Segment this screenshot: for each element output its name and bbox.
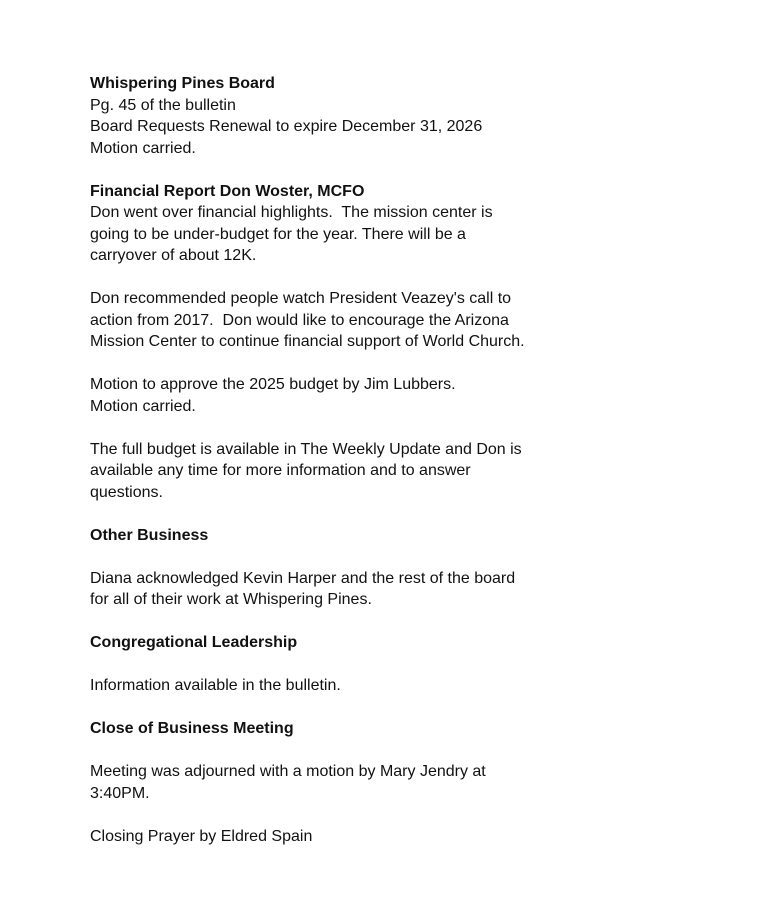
text-line: 3:40PM. (90, 784, 150, 802)
document-page (90, 73, 730, 847)
paragraph (90, 374, 730, 417)
text-line: Motion carried. (90, 139, 196, 157)
text-line: going to be under-budget for the year. There will be a (90, 225, 466, 243)
text-line: for all of their work at Whispering Pines. (90, 591, 372, 608)
section-heading: Congregational Leadership (90, 634, 298, 651)
text-line: Diana acknowledged Kevin Harper and the rest of the board (90, 569, 516, 587)
paragraph-gap (90, 353, 730, 375)
section-heading: Close of Business Meeting (90, 720, 294, 737)
text-line: Pg. 45 of the bulletin (90, 96, 236, 114)
section-whispering-pines (90, 73, 730, 159)
section-heading: Financial Report Don Woster, MCFO (90, 182, 365, 200)
paragraph-gap (90, 267, 730, 289)
section-close-of-business (90, 718, 730, 804)
paragraph-gap (90, 546, 730, 568)
paragraph-gap (90, 697, 730, 719)
text-line: Don recommended people watch President Veazey's call to (90, 290, 512, 307)
section-closing-prayer (90, 826, 730, 848)
paragraph-gap (90, 159, 730, 181)
paragraph-gap (90, 804, 730, 826)
text-line: carryover of about 12K. (90, 247, 257, 264)
text-line: Mission Center to continue financial support of World Church. (90, 333, 525, 350)
text-line: Motion to approve the 2025 budget by Jim Lubbers. (90, 376, 456, 393)
text-line: Board Requests Renewal to expire December 31, 2026 (90, 118, 483, 135)
text-line: Motion carried. (90, 397, 196, 415)
paragraph (90, 439, 730, 504)
section-congregational-leadership (90, 632, 730, 697)
paragraph (90, 288, 730, 353)
text-line: Closing Prayer by Eldred Spain (90, 827, 313, 845)
section-financial-report (90, 181, 730, 504)
section-heading: Whispering Pines Board (90, 75, 275, 92)
section-other-business (90, 525, 730, 611)
text-line: The full budget is available in The Weekly Update and Don is (90, 440, 522, 458)
section-heading: Other Business (90, 526, 209, 544)
paragraph-gap (90, 417, 730, 439)
text-line: available any time for more information and to answer (90, 462, 471, 479)
text-line: Information available in the bulletin. (90, 677, 341, 694)
paragraph-gap (90, 611, 730, 633)
paragraph-gap (90, 740, 730, 762)
text-line: questions. (90, 483, 163, 501)
text-line: action from 2017. Don would like to encourage the Arizona (90, 311, 509, 329)
paragraph-gap (90, 654, 730, 676)
paragraph-gap (90, 503, 730, 525)
paragraph (90, 202, 730, 267)
text-line: Don went over financial highlights. The mission center is (90, 204, 493, 221)
text-line: Meeting was adjourned with a motion by Mary Jendry at (90, 763, 486, 780)
